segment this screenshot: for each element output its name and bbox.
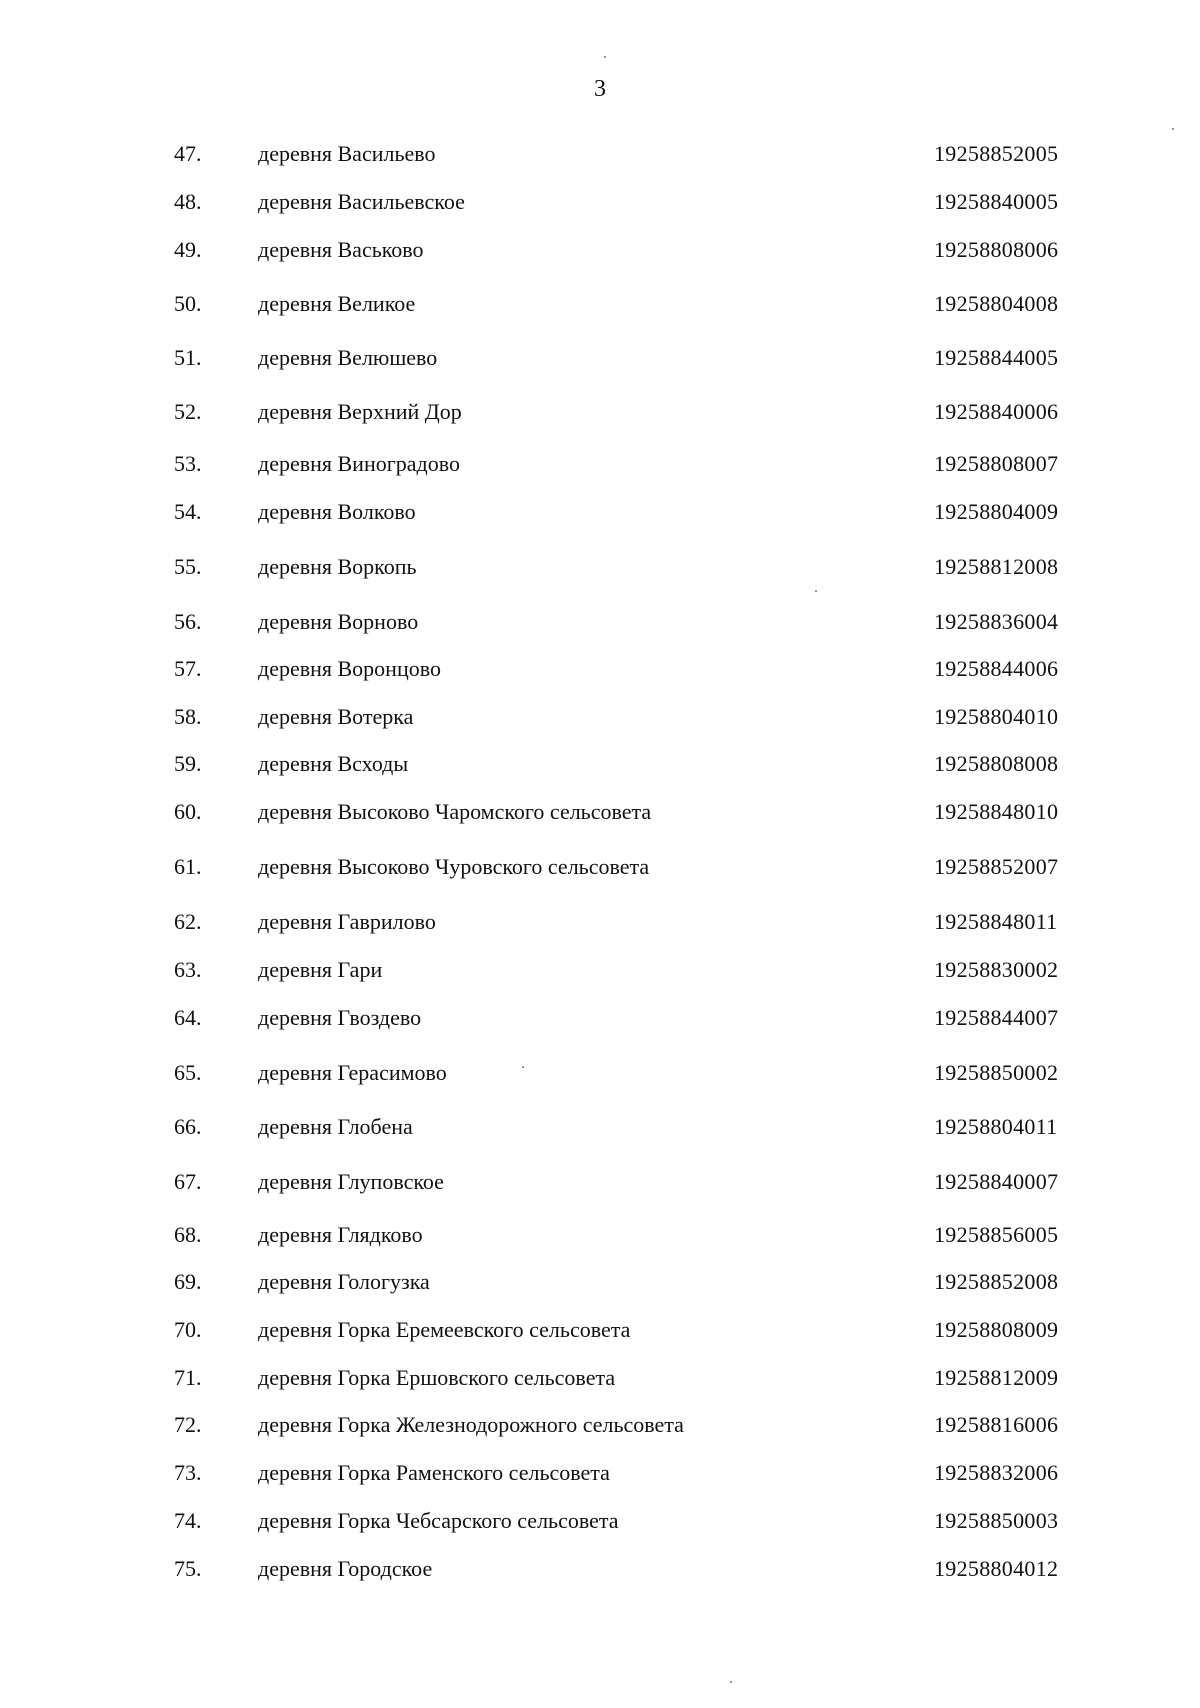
item-name: деревня Гари <box>258 957 383 982</box>
item-name: деревня Велюшево <box>258 345 438 370</box>
item-code: 19258804009 <box>934 499 1059 524</box>
item-name: деревня Гвоздево <box>258 1005 422 1030</box>
item-number: 68. <box>174 1222 202 1247</box>
list-item <box>0 1219 1200 1251</box>
item-code: 19258830002 <box>934 957 1059 982</box>
item-name: деревня Городское <box>258 1556 433 1581</box>
item-code: 19258848010 <box>934 799 1059 824</box>
list-item <box>0 748 1200 780</box>
item-code: 19258804010 <box>934 704 1059 729</box>
item-code: 19258832006 <box>934 1460 1059 1485</box>
item-name: деревня Вотерка <box>258 704 414 729</box>
item-number: 47. <box>174 141 202 166</box>
item-code: 19258840007 <box>934 1169 1059 1194</box>
item-name: деревня Горка Чебсарского сельсовета <box>258 1508 619 1533</box>
item-number: 70. <box>174 1317 202 1342</box>
item-name: деревня Великое <box>258 291 416 316</box>
list-item <box>0 851 1200 883</box>
list-item <box>0 653 1200 685</box>
item-number: 72. <box>174 1412 202 1437</box>
item-name: деревня Воркопь <box>258 554 417 579</box>
item-code: 19258852007 <box>934 854 1059 879</box>
item-code: 19258850002 <box>934 1060 1059 1085</box>
item-name: деревня Гаврилово <box>258 909 436 934</box>
item-code: 19258808007 <box>934 451 1059 476</box>
item-name: деревня Волково <box>258 499 416 524</box>
item-number: 66. <box>174 1114 202 1139</box>
item-name: деревня Всходы <box>258 751 409 776</box>
item-number: 53. <box>174 451 202 476</box>
item-name: деревня Воронцово <box>258 656 441 681</box>
item-name: деревня Горка Ершовского сельсовета <box>258 1365 616 1390</box>
item-number: 51. <box>174 345 202 370</box>
item-name: деревня Горка Еремеевского сельсовета <box>258 1317 631 1342</box>
list-item <box>0 396 1200 428</box>
item-code: 19258840005 <box>934 189 1059 214</box>
item-code: 19258856005 <box>934 1222 1059 1247</box>
item-code: 19258804008 <box>934 291 1059 316</box>
list-item <box>0 1505 1200 1537</box>
list-item <box>0 1111 1200 1143</box>
list-item <box>0 1457 1200 1489</box>
list-item <box>0 1002 1200 1034</box>
list-item <box>0 551 1200 583</box>
list-item <box>0 1409 1200 1441</box>
item-code: 19258812008 <box>934 554 1059 579</box>
item-name: деревня Высоково Чуровского сельсовета <box>258 854 650 879</box>
scan-speck <box>730 1681 732 1683</box>
item-name: деревня Гологузка <box>258 1269 430 1294</box>
list-item <box>0 496 1200 528</box>
item-number: 69. <box>174 1269 202 1294</box>
item-code: 19258852008 <box>934 1269 1059 1294</box>
list-item <box>0 1362 1200 1394</box>
list-item <box>0 606 1200 638</box>
scan-speck <box>522 1066 524 1068</box>
item-number: 61. <box>174 854 202 879</box>
item-number: 63. <box>174 957 202 982</box>
list-item <box>0 906 1200 938</box>
page-number: 3 <box>594 76 606 102</box>
item-code: 19258804011 <box>934 1114 1058 1139</box>
item-number: 50. <box>174 291 202 316</box>
item-number: 67. <box>174 1169 202 1194</box>
list-item <box>0 1166 1200 1198</box>
item-number: 71. <box>174 1365 202 1390</box>
list-item <box>0 448 1200 480</box>
list-item <box>0 1553 1200 1585</box>
scan-speck <box>1172 128 1174 130</box>
item-number: 56. <box>174 609 202 634</box>
item-number: 48. <box>174 189 202 214</box>
item-code: 19258844005 <box>934 345 1059 370</box>
item-name: деревня Горка Железнодорожного сельсовета <box>258 1412 684 1437</box>
item-name: деревня Васильевское <box>258 189 465 214</box>
item-name: деревня Глуповское <box>258 1169 444 1194</box>
item-code: 19258804012 <box>934 1556 1059 1581</box>
item-name: деревня Виноградово <box>258 451 460 476</box>
item-code: 19258808009 <box>934 1317 1059 1342</box>
list-item <box>0 1266 1200 1298</box>
item-number: 59. <box>174 751 202 776</box>
item-name: деревня Герасимово <box>258 1060 447 1085</box>
item-code: 19258840006 <box>934 399 1059 424</box>
item-name: деревня Ворново <box>258 609 419 634</box>
list-item <box>0 138 1200 170</box>
item-number: 60. <box>174 799 202 824</box>
item-code: 19258848011 <box>934 909 1058 934</box>
list-item <box>0 234 1200 266</box>
list-item <box>0 1314 1200 1346</box>
item-name: деревня Васьково <box>258 237 424 262</box>
item-name: деревня Верхний Дор <box>258 399 462 424</box>
item-number: 58. <box>174 704 202 729</box>
item-code: 19258844007 <box>934 1005 1059 1030</box>
list-item <box>0 186 1200 218</box>
item-code: 19258852005 <box>934 141 1059 166</box>
item-name: деревня Глядково <box>258 1222 423 1247</box>
item-number: 57. <box>174 656 202 681</box>
item-number: 49. <box>174 237 202 262</box>
item-number: 62. <box>174 909 202 934</box>
item-number: 52. <box>174 399 202 424</box>
item-code: 19258812009 <box>934 1365 1059 1390</box>
item-number: 64. <box>174 1005 202 1030</box>
item-number: 65. <box>174 1060 202 1085</box>
item-number: 55. <box>174 554 202 579</box>
item-number: 73. <box>174 1460 202 1485</box>
list-item <box>0 342 1200 374</box>
list-item <box>0 796 1200 828</box>
list-item <box>0 701 1200 733</box>
item-number: 74. <box>174 1508 202 1533</box>
list-item <box>0 1057 1200 1089</box>
item-number: 54. <box>174 499 202 524</box>
list-item <box>0 288 1200 320</box>
item-number: 75. <box>174 1556 202 1581</box>
item-name: деревня Глобена <box>258 1114 413 1139</box>
item-name: деревня Высоково Чаромского сельсовета <box>258 799 652 824</box>
scan-speck <box>604 56 606 58</box>
item-code: 19258808008 <box>934 751 1059 776</box>
scan-speck <box>815 590 817 592</box>
item-code: 19258808006 <box>934 237 1059 262</box>
item-code: 19258816006 <box>934 1412 1059 1437</box>
item-name: деревня Васильево <box>258 141 436 166</box>
item-name: деревня Горка Раменского сельсовета <box>258 1460 610 1485</box>
item-code: 19258844006 <box>934 656 1059 681</box>
item-code: 19258850003 <box>934 1508 1059 1533</box>
list-item <box>0 954 1200 986</box>
item-code: 19258836004 <box>934 609 1059 634</box>
